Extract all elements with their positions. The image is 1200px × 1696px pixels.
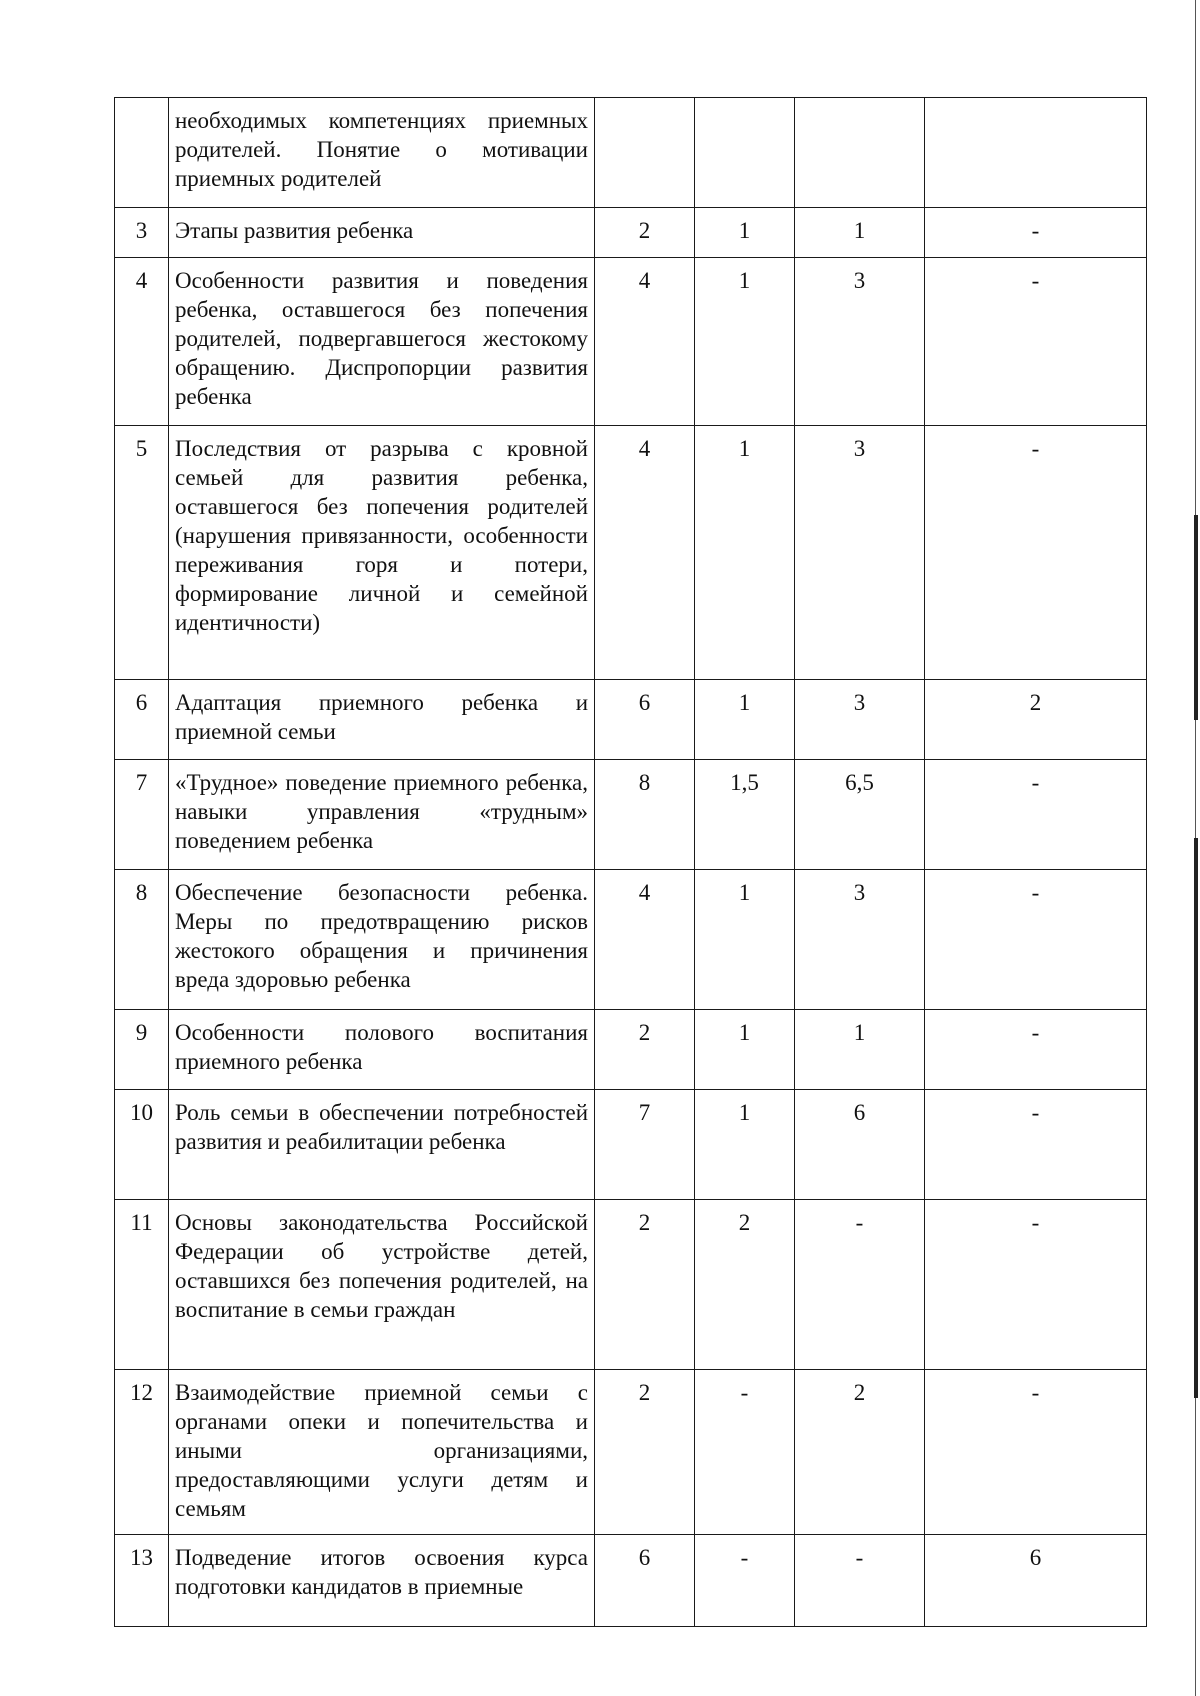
row-number: 5	[115, 426, 169, 680]
hours-lectures	[695, 98, 795, 208]
scan-edge-mark	[1194, 838, 1198, 1398]
row-topic: Особенности развития и поведения ребенка, оставшегося без попечения родителей, подвергавшегося жестокому обращению. Диспропорции развития ребенка	[169, 258, 595, 426]
row-topic: Особенности полового воспитания приемного ребенка	[169, 1010, 595, 1090]
table-body	[115, 98, 1147, 1627]
hours-total: 7	[595, 1090, 695, 1200]
hours-practice: 2	[795, 1370, 925, 1535]
row-number: 7	[115, 760, 169, 870]
hours-total: 4	[595, 258, 695, 426]
row-number: 12	[115, 1370, 169, 1535]
table-row	[115, 870, 1147, 1010]
hours-lectures: 2	[695, 1200, 795, 1370]
hours-other: -	[925, 426, 1147, 680]
hours-practice: 6,5	[795, 760, 925, 870]
table-row	[115, 208, 1147, 258]
hours-other: -	[925, 208, 1147, 258]
hours-total: 4	[595, 426, 695, 680]
hours-lectures: 1	[695, 870, 795, 1010]
table-row	[115, 760, 1147, 870]
hours-practice: 3	[795, 426, 925, 680]
hours-total: 2	[595, 1370, 695, 1535]
hours-other: -	[925, 1200, 1147, 1370]
hours-other: -	[925, 760, 1147, 870]
hours-practice: 3	[795, 870, 925, 1010]
row-topic: Подведение итогов освоения курса подготовки кандидатов в приемные	[169, 1535, 595, 1627]
hours-practice: 6	[795, 1090, 925, 1200]
row-topic: необходимых компетенциях приемных родителей. Понятие о мотивации приемных родителей	[169, 98, 595, 208]
table-row	[115, 1370, 1147, 1535]
hours-lectures: 1	[695, 1010, 795, 1090]
hours-other	[925, 98, 1147, 208]
hours-other: -	[925, 1370, 1147, 1535]
hours-other: -	[925, 870, 1147, 1010]
table-row	[115, 258, 1147, 426]
row-topic: Этапы развития ребенка	[169, 208, 595, 258]
hours-other: 2	[925, 680, 1147, 760]
row-number	[115, 98, 169, 208]
row-number: 4	[115, 258, 169, 426]
table-row	[115, 426, 1147, 680]
row-number: 11	[115, 1200, 169, 1370]
hours-total: 6	[595, 680, 695, 760]
hours-practice: -	[795, 1200, 925, 1370]
row-topic: «Трудное» поведение приемного ребенка, навыки управления «трудным» поведением ребенка	[169, 760, 595, 870]
hours-lectures: -	[695, 1370, 795, 1535]
row-number: 3	[115, 208, 169, 258]
row-number: 13	[115, 1535, 169, 1627]
row-number: 9	[115, 1010, 169, 1090]
hours-other: -	[925, 1010, 1147, 1090]
hours-lectures: 1	[695, 1090, 795, 1200]
row-number: 6	[115, 680, 169, 760]
hours-total: 6	[595, 1535, 695, 1627]
hours-lectures: 1,5	[695, 760, 795, 870]
row-topic: Роль семьи в обеспечении потребностей развития и реабилитации ребенка	[169, 1090, 595, 1200]
row-topic: Последствия от разрыва с кровной семьей для развития ребенка, оставшегося без попечения родителей (нарушения привязанности, особенности переживания горя и потери, формирование личной и семейной идентичности)	[169, 426, 595, 680]
hours-total: 2	[595, 1010, 695, 1090]
curriculum-table	[114, 97, 1147, 1627]
hours-lectures: 1	[695, 426, 795, 680]
table-row	[115, 1010, 1147, 1090]
hours-practice: -	[795, 1535, 925, 1627]
table-row	[115, 1200, 1147, 1370]
hours-lectures: 1	[695, 208, 795, 258]
hours-total: 4	[595, 870, 695, 1010]
row-number: 10	[115, 1090, 169, 1200]
row-topic: Взаимодействие приемной семьи с органами опеки и попечительства и иными организациями, предоставляющими услуги детям и семьям	[169, 1370, 595, 1535]
hours-practice: 1	[795, 1010, 925, 1090]
hours-practice: 1	[795, 208, 925, 258]
row-topic: Основы законодательства Российской Федерации об устройстве детей, оставшихся без попечения родителей, на воспитание в семьи граждан	[169, 1200, 595, 1370]
table-row	[115, 680, 1147, 760]
hours-lectures: -	[695, 1535, 795, 1627]
row-topic: Адаптация приемного ребенка и приемной семьи	[169, 680, 595, 760]
table-row	[115, 1535, 1147, 1627]
hours-practice	[795, 98, 925, 208]
hours-other: 6	[925, 1535, 1147, 1627]
hours-total: 8	[595, 760, 695, 870]
hours-other: -	[925, 258, 1147, 426]
hours-total	[595, 98, 695, 208]
hours-practice: 3	[795, 258, 925, 426]
row-topic: Обеспечение безопасности ребенка. Меры по предотвращению рисков жестокого обращения и причинения вреда здоровью ребенка	[169, 870, 595, 1010]
scan-edge-mark	[1194, 515, 1198, 720]
hours-lectures: 1	[695, 680, 795, 760]
hours-practice: 3	[795, 680, 925, 760]
hours-total: 2	[595, 1200, 695, 1370]
table-row	[115, 98, 1147, 208]
hours-lectures: 1	[695, 258, 795, 426]
row-number: 8	[115, 870, 169, 1010]
hours-total: 2	[595, 208, 695, 258]
table-row	[115, 1090, 1147, 1200]
hours-other: -	[925, 1090, 1147, 1200]
